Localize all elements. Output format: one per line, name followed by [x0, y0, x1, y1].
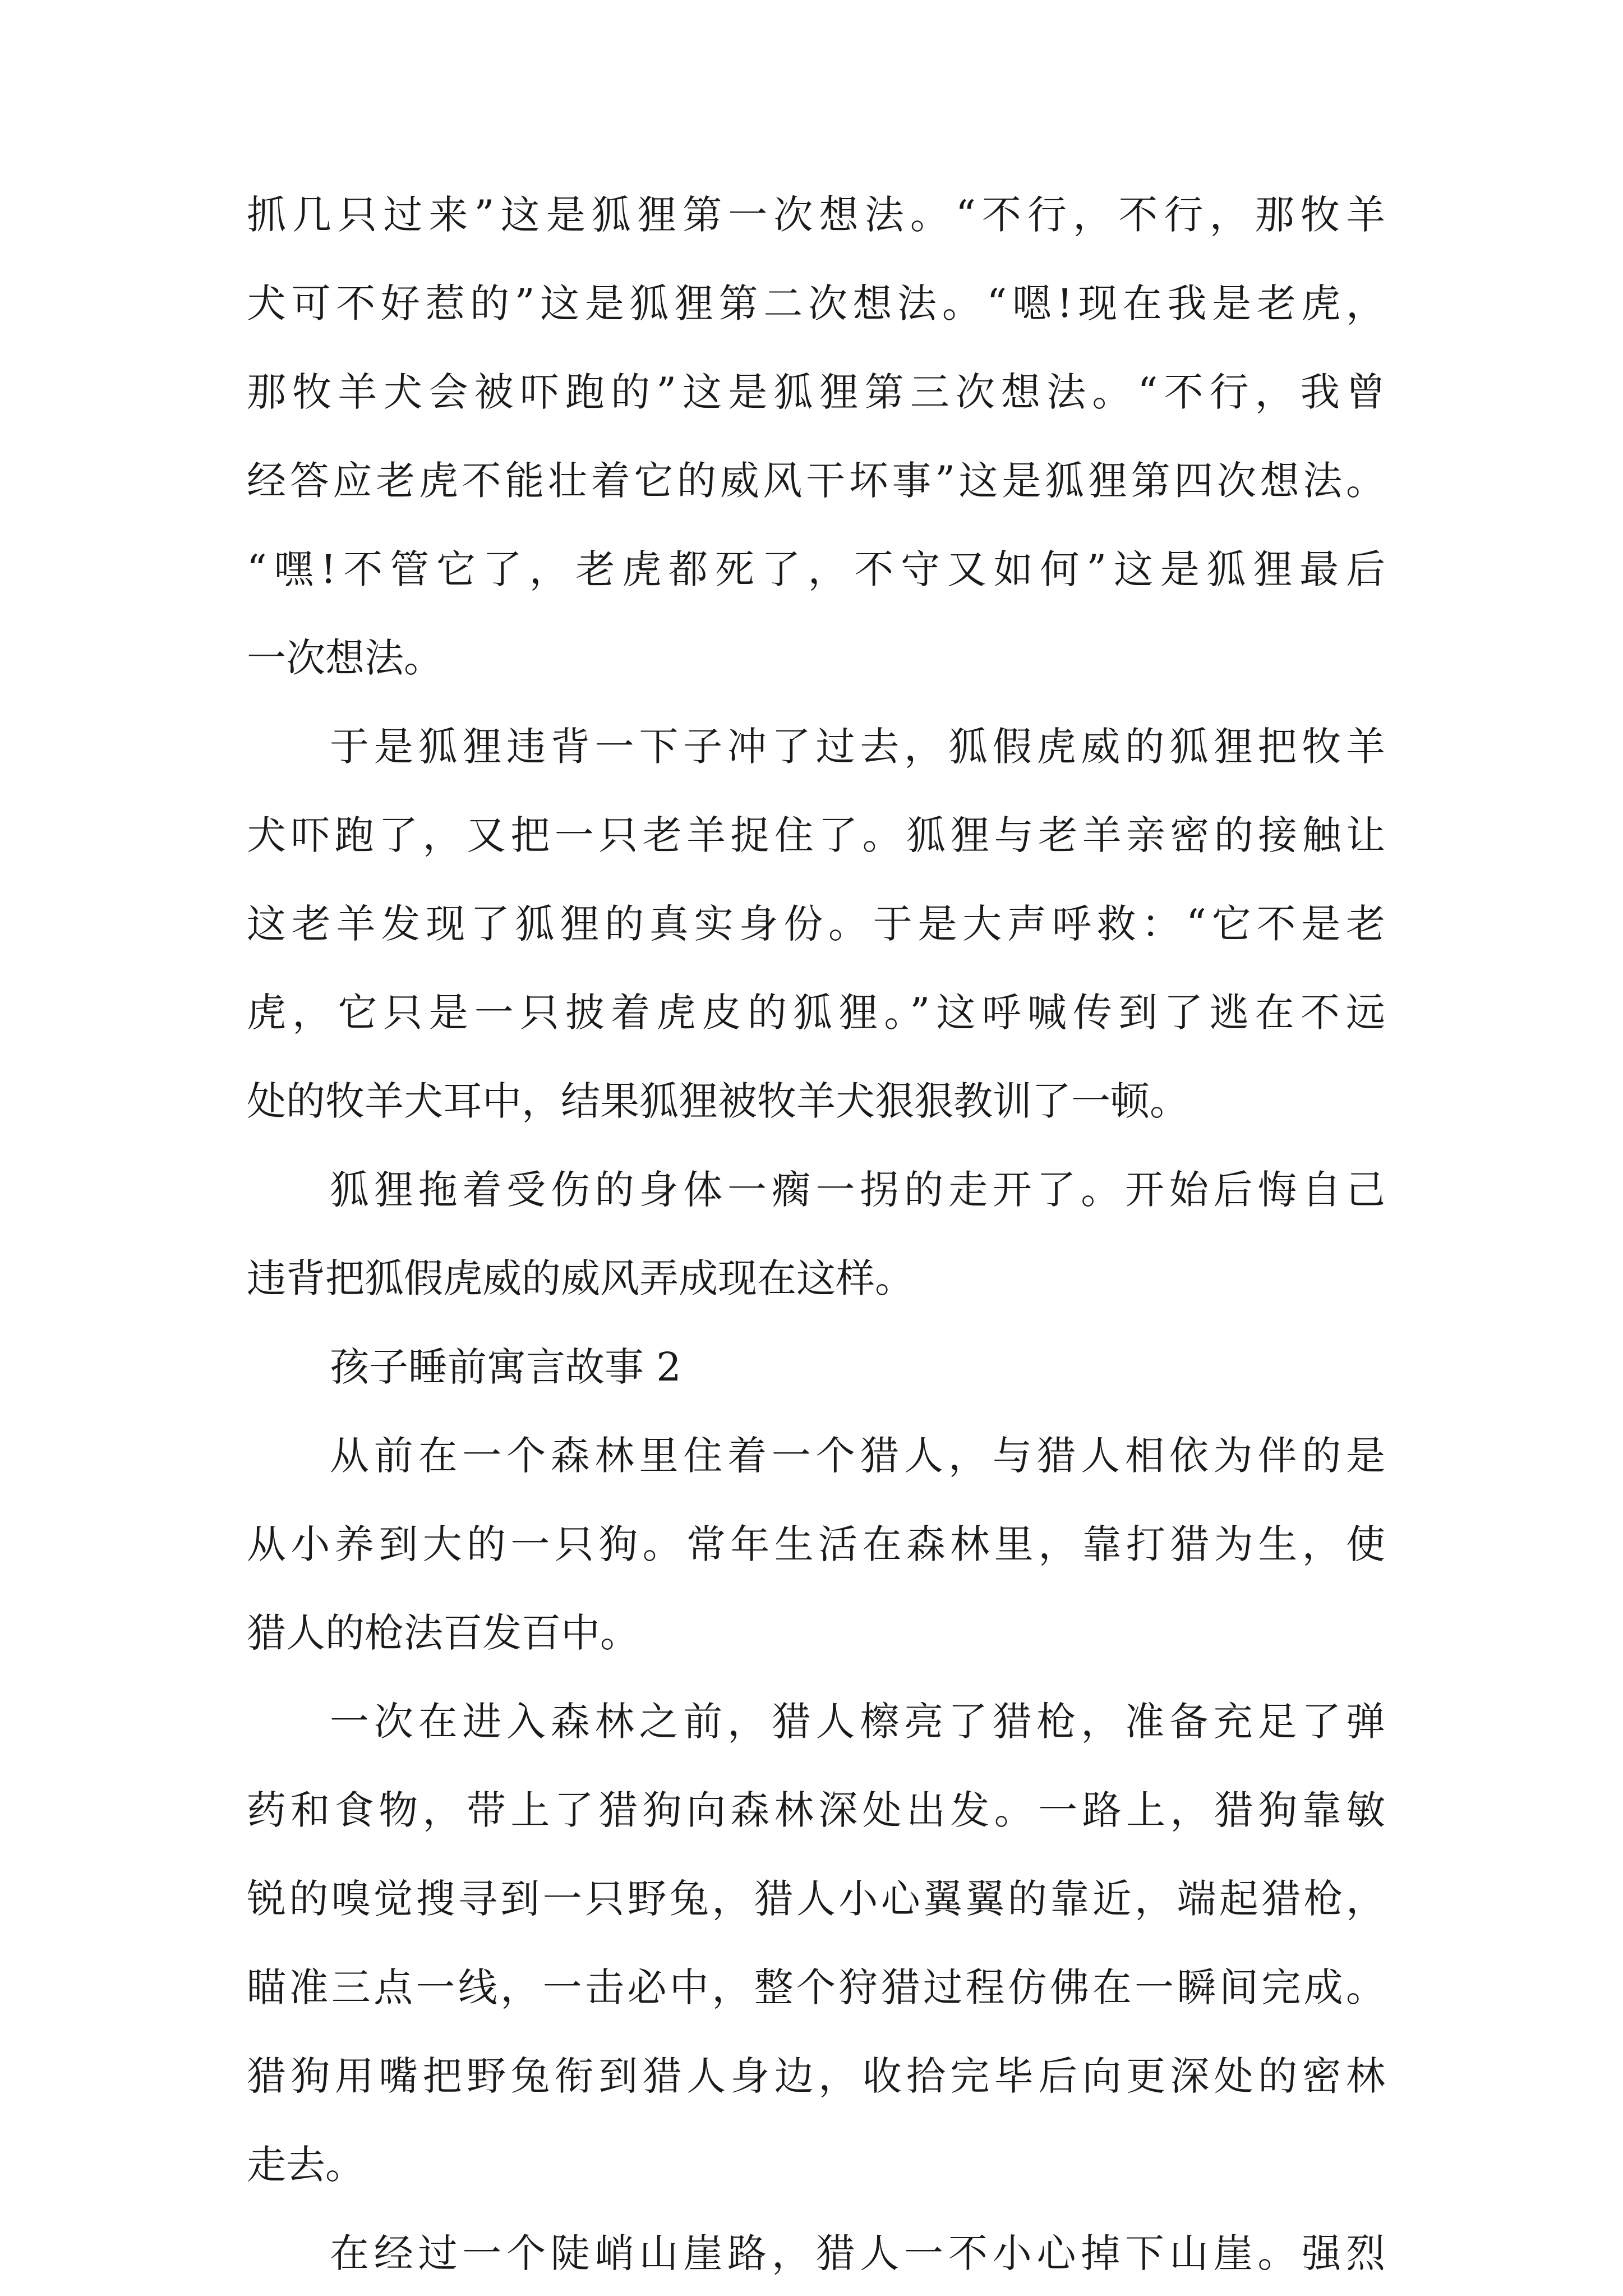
text-line: 处的牧羊犬耳中，结果狐狸被牧羊犬狠狠教训了一顿。	[247, 1078, 1189, 1124]
text-line: 瞄准三点一线，一击必中，整个狩猎过程仿佛在一瞬间完成。	[247, 1964, 1385, 2010]
paragraph-first-line: 一次在进入森林之前，猎人檫亮了猎枪，准备充足了弹	[330, 1699, 1385, 1745]
paragraph-first-line: 在经过一个陡峭山崖路，猎人一不小心掉下山崖。强烈	[330, 2230, 1385, 2276]
text-line: 走去。	[247, 2142, 365, 2188]
paragraph-first-line: 狐狸拖着受伤的身体一瘸一拐的走开了。开始后悔自己	[330, 1167, 1385, 1213]
text-line: 抓几只过来”这是狐狸第一次想法。“不行，不行，那牧羊	[247, 192, 1385, 238]
text-line: 犬可不好惹的”这是狐狸第二次想法。“嗯!现在我是老虎，	[247, 280, 1385, 326]
text-line: “嘿!不管它了，老虎都死了，不守又如何”这是狐狸最后	[247, 546, 1385, 592]
paragraph-first-line: 从前在一个森林里住着一个猎人，与猎人相依为伴的是	[330, 1433, 1385, 1479]
text-line: 违背把狐假虎威的威风弄成现在这样。	[247, 1255, 914, 1301]
text-line: 犬吓跑了，又把一只老羊捉住了。狐狸与老羊亲密的接触让	[247, 812, 1385, 858]
text-line: 一次想法。	[247, 635, 443, 681]
text-line: 药和食物，带上了猎狗向森林深处出发。一路上，猎狗靠敏	[247, 1787, 1385, 1833]
text-line: 猎狗用嘴把野兔衔到猎人身边，收拾完毕后向更深处的密林	[247, 2053, 1385, 2099]
text-line: 经答应老虎不能壮着它的威风干坏事”这是狐狸第四次想法。	[247, 458, 1385, 504]
text-line: 那牧羊犬会被吓跑的”这是狐狸第三次想法。“不行，我曾	[247, 369, 1385, 415]
text-line: 虎，它只是一只披着虎皮的狐狸。”这呼喊传到了逃在不远	[247, 990, 1385, 1036]
text-line: 猎人的枪法百发百中。	[247, 1610, 639, 1656]
text-line: 从小养到大的一只狗。常年生活在森林里，靠打猎为生，使	[247, 1521, 1385, 1567]
paragraph-first-line: 于是狐狸违背一下子冲了过去，狐假虎威的狐狸把牧羊	[330, 724, 1385, 770]
text-line: 这老羊发现了狐狸的真实身份。于是大声呼救：“它不是老	[247, 901, 1385, 947]
section-heading: 孩子睡前寓言故事 2	[330, 1344, 681, 1390]
text-line: 锐的嗅觉搜寻到一只野兔，猎人小心翼翼的靠近，端起猎枪，	[247, 1876, 1385, 1922]
